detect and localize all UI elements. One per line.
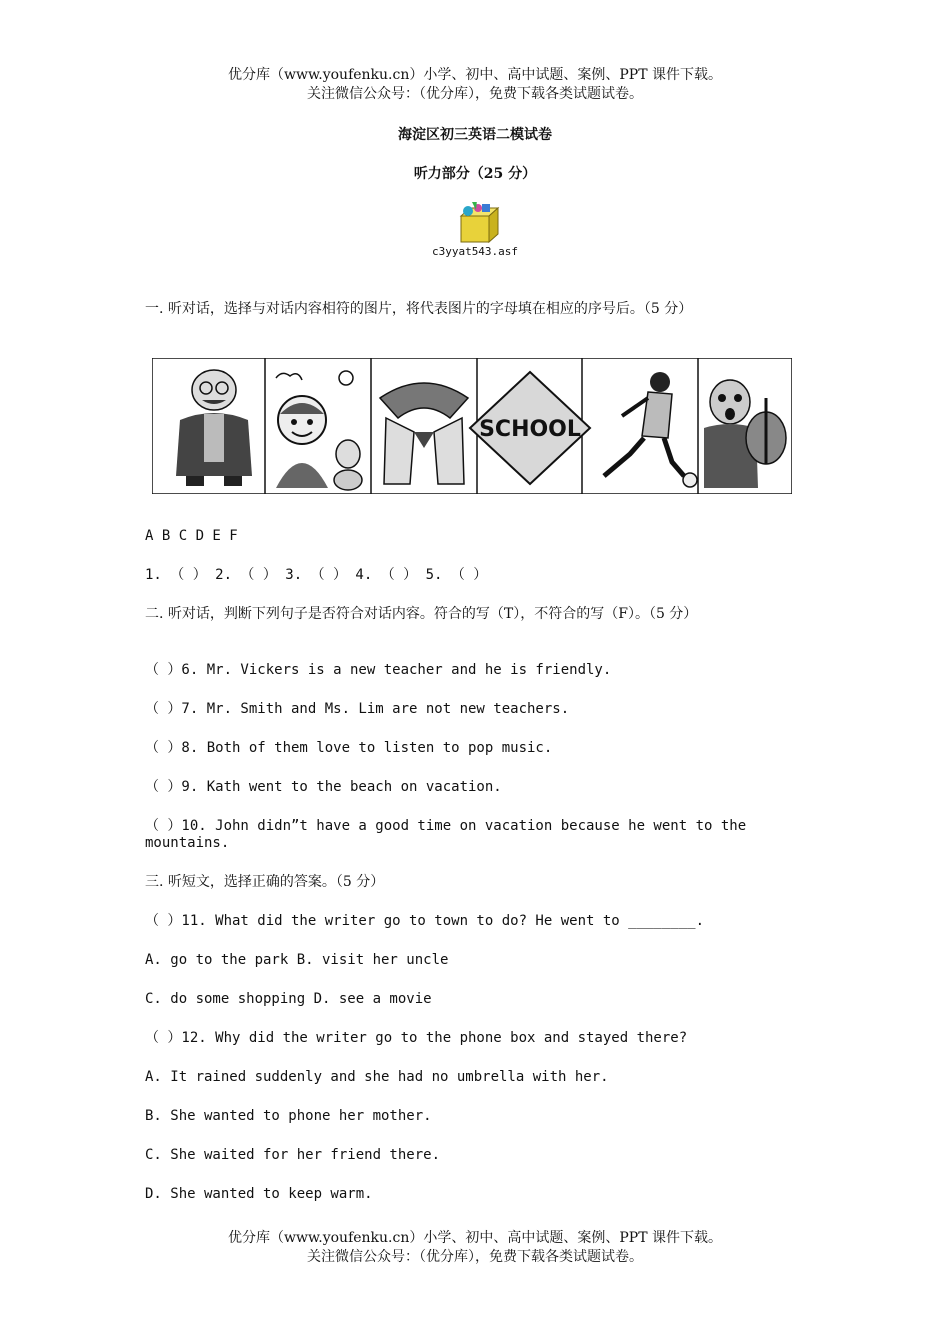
page-footer-line2: 关注微信公众号：（优分库），免费下载各类试题试卷。 <box>307 1249 643 1265</box>
page-header-line2: 关注微信公众号：（优分库），免费下载各类试题试卷。 <box>307 86 643 102</box>
question-11-options-cd: C. do some shopping D. see a movie <box>145 991 432 1007</box>
question-10: （ ）10. John didn”t have a good time on vacation because he went to the mountains. <box>145 818 755 851</box>
section1-instruction: 一. 听对话，选择与对话内容相符的图片，将代表图片的字母填在相应的序号后。（5 分） <box>145 301 693 317</box>
question-11-options-ab: A. go to the park B. visit her uncle <box>145 952 449 968</box>
question-7: （ ）7. Mr. Smith and Ms. Lim are not new teachers. <box>145 701 570 717</box>
question-12-option-a: A. It rained suddenly and she had no umbrella with her. <box>145 1069 609 1085</box>
audio-attachment[interactable] <box>414 202 536 274</box>
page-header-line1: 优分库（www.youfenku.cn）小学、初中、高中试题、案例、PPT 课件下载。 <box>227 67 722 83</box>
question-9: （ ）9. Kath went to the beach on vacation. <box>145 779 502 795</box>
section3-instruction: 三. 听短文，选择正确的答案。（5 分） <box>145 874 385 890</box>
question-12-option-d: D. She wanted to keep warm. <box>145 1186 373 1202</box>
question-12-option-b: B. She wanted to phone her mother. <box>145 1108 432 1124</box>
section2-instruction: 二. 听对话，判断下列句子是否符合对话内容。符合的写（T），不符合的写（F）。（5 分） <box>145 606 698 622</box>
package-icon <box>414 202 536 246</box>
question-12: （ ）12. Why did the writer go to the phone box and stayed there? <box>145 1030 688 1046</box>
section1-answers: 1. （ ） 2. （ ） 3. （ ） 4. （ ） 5. （ ） <box>145 567 488 583</box>
question-6: （ ）6. Mr. Vickers is a new teacher and he is friendly. <box>145 662 612 678</box>
question-11: （ ）11. What did the writer go to town to do? He went to ________. <box>145 913 705 929</box>
attachment-filename: c3yyat543.asf <box>431 245 519 258</box>
page-footer-line1: 优分库（www.youfenku.cn）小学、初中、高中试题、案例、PPT 课件下载。 <box>227 1230 722 1246</box>
doc-title: 海淀区初三英语二模试卷 <box>398 127 552 143</box>
question-8: （ ）8. Both of them love to listen to pop music. <box>145 740 553 756</box>
doc-subtitle: 听力部分（25 分） <box>413 166 537 182</box>
picture-letters: A B C D E F <box>145 528 238 544</box>
picture-strip <box>152 358 792 494</box>
school-sign-text: SCHOOL <box>479 417 581 442</box>
question-12-option-c: C. She waited for her friend there. <box>145 1147 441 1163</box>
